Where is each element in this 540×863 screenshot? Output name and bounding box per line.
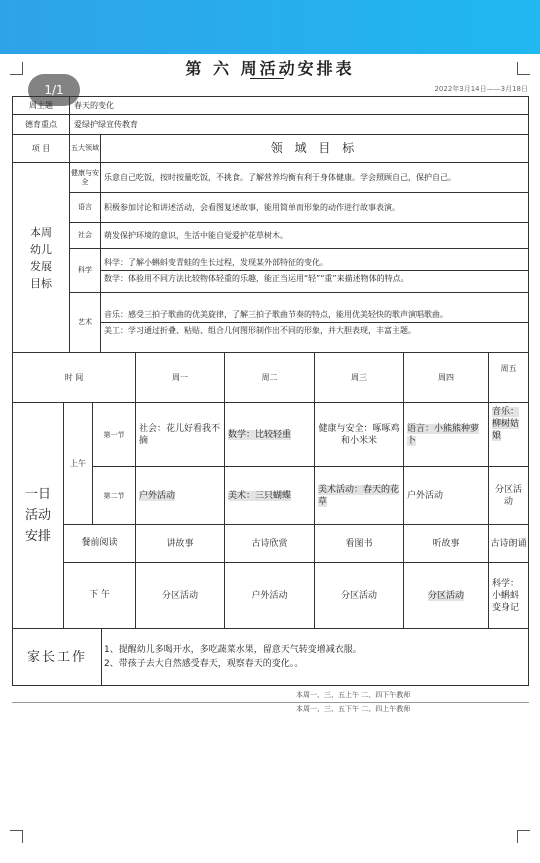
period-label: 第一节 [93,403,136,467]
theme-value: 春天的变化 [70,97,529,115]
dev-goal-label: 本周幼儿发展目标 [13,163,70,353]
afternoon-label: 下 午 [64,563,136,629]
morning-label: 上午 [64,403,93,525]
activity-cell: 健康与安全：啄啄鸡和小米米 [318,423,400,446]
activity-cell: 古诗欣赏 [251,538,288,549]
activity-cell: 美术活动：春天的花草 [318,484,400,507]
goals-table [12,134,529,353]
field-goal-2: 美工：学习通过折叠、粘贴、组合几何图形制作出不同的形象，并大胆表现，丰富主题。 [104,326,416,335]
title-underline [250,78,284,79]
activity-cell: 语言：小熊熊种萝卜 [407,423,480,446]
parent-item: 1、提醒幼儿多喝开水，多吃蔬菜水果，留意天气转变增减衣服。 [104,645,362,655]
date-range: 2022年3月14日——3月18日 [434,85,528,93]
field-goal: 萌发保护环境的意识，生活中能自觉爱护花草树木。 [101,223,529,249]
field-goal: 科学：了解小蝌蚪变青蛙的生长过程，发现某外部特征的变化。 [101,255,528,271]
field-name: 艺术 [70,293,101,353]
crop-mark [517,830,530,843]
footer-line: 本周一、三、五下午 二、四上午教师 [296,705,411,713]
header-item: 项 目 [13,135,70,163]
page-indicator[interactable]: 1/1 [28,74,80,106]
header-goals: 领 域 目 标 [101,135,529,163]
footer-line: 本周一、三、五上午 二、四下午教师 [296,691,411,699]
day-header: 周三 [315,353,404,403]
activity-cell: 美术：三只蝴蝶 [228,490,292,501]
moral-value: 爱绿护绿宣传教育 [70,115,529,135]
field-name: 社会 [70,223,101,249]
moral-label: 德育重点 [13,115,70,135]
activity-cell: 社会：花儿好看我不摘 [139,423,221,446]
page-title: 第 六 周活动安排表 [185,59,355,78]
day-header: 周一 [136,353,225,403]
field-name: 科学 [70,249,101,293]
activity-cell: 音乐：柳树姑娘 [492,407,520,441]
activity-cell: 分区活动 [494,484,522,507]
parent-work-table [12,628,529,686]
activity-cell: 数学：比较轻重 [228,429,292,440]
activity-cell: 户外活动 [251,590,288,601]
schedule-label: 一日活动安排 [13,403,64,629]
parent-item: 2、带孩子去大自然感受春天，观察春天的变化。。 [104,659,304,669]
activity-cell: 讲故事 [166,538,194,549]
activity-cell: 分区活动 [427,590,464,601]
field-name: 健康与安全 [70,163,101,193]
day-header: 周四 [404,353,489,403]
crop-mark [10,830,23,843]
field-goal-2: 数学：体验用不同方法比较物体轻重的乐趣，能正当运用“轻”“重”来描述物体的特点。 [104,274,409,283]
field-goal: 积极参加讨论和讲述活动，会看图复述故事，能用简单而形象的动作进行故事表演。 [101,193,529,223]
day-header: 周二 [225,353,315,403]
viewer-top-bar [0,0,540,54]
field-name: 语言 [70,193,101,223]
activity-cell: 分区活动 [161,590,198,601]
activity-cell: 户外活动 [139,490,176,501]
field-goal: 音乐：感受三拍子歌曲的优美旋律，了解三拍子歌曲节奏的特点，能用优美轻快的歌声演唱歌曲。 [101,307,528,323]
activity-cell: 户外活动 [407,490,444,501]
activity-cell: 古诗朗诵 [490,538,527,549]
schedule-table [12,352,529,629]
footer-rule [12,702,529,703]
activity-cell: 分区活动 [340,590,377,601]
activity-cell: 听故事 [432,538,460,549]
header-five-fields: 五大领域 [70,135,101,163]
field-goal: 乐意自己吃饭，按时按量吃饭，不挑食。了解营养均衡有利于身体健康。学会照顾自己，保护自己。 [101,163,529,193]
activity-cell: 看图书 [345,538,373,549]
period-label: 第二节 [93,467,136,525]
day-header: 周五 [489,353,529,403]
activity-cell: 科学：小蝌蚪变身记 [492,578,520,613]
time-label: 时 间 [13,353,136,403]
parent-label: 家长工作 [13,629,102,686]
meal-label: 餐前阅读 [64,525,136,563]
theme-label: 周主题 [13,97,70,115]
theme-table [12,96,529,135]
